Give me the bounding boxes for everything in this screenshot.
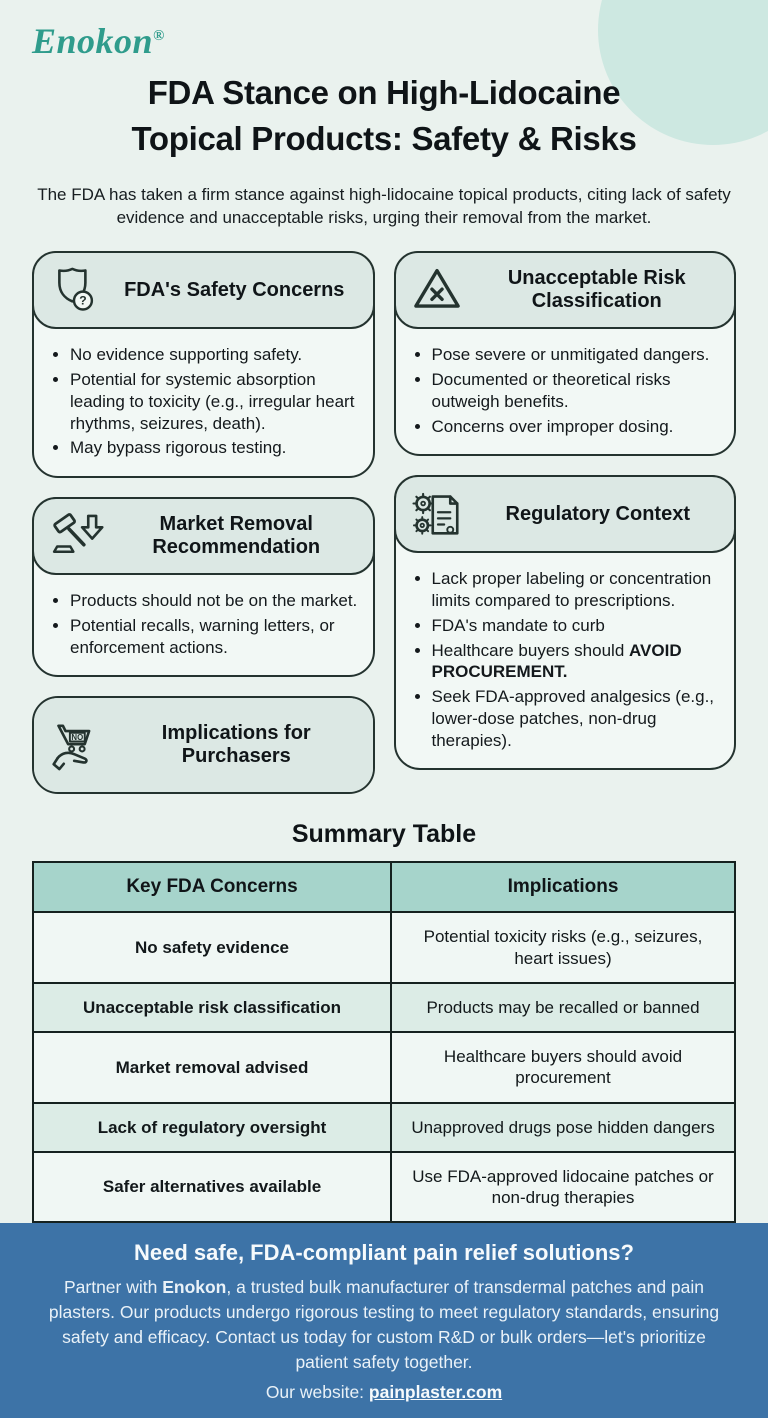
card-bullet-list (46, 344, 359, 459)
card-title: Unacceptable Risk Classification (507, 266, 686, 313)
cards-grid (32, 251, 736, 794)
table-cell-implication: Use FDA-approved lidocaine patches or non-drug therapies (391, 1152, 735, 1223)
card-body (34, 575, 373, 675)
svg-text:?: ? (79, 293, 87, 308)
card-bullet: • Healthcare buyers should AVOID PROCUREMENT. (432, 640, 721, 684)
card-header (34, 698, 373, 792)
card-title: Implications for Purchasers (161, 721, 311, 768)
gavel-down-arrow-icon (48, 508, 104, 564)
card-bullet: • Seek FDA-approved analgesics (e.g., lower-dose patches, non-drug therapies). (432, 686, 721, 751)
card-title: FDA's Safety Concerns (124, 278, 345, 301)
summary-table-body (33, 912, 735, 1222)
card-body (396, 329, 735, 454)
card-bullet: • Lack proper labeling or concentration limits compared to prescriptions. (432, 568, 721, 612)
footer-website-line (30, 1382, 738, 1403)
footer-cta (0, 1223, 768, 1418)
warning-triangle-x-icon (410, 263, 464, 317)
card-implications-for-purchasers (32, 696, 375, 794)
card-bullet: • May bypass rigorous testing. (70, 437, 359, 459)
summary-table (32, 861, 736, 1223)
intro-paragraph: The FDA has taken a firm stance against high-lidocaine topical products, citing lack of safety evidence and unacceptable risks, urging their removal from the market. (37, 185, 731, 227)
cards-column-right (394, 251, 737, 794)
page-title (32, 70, 736, 162)
card-title: Regulatory Context (505, 502, 690, 525)
summary-table-head (33, 862, 735, 912)
footer-body-text: Partner with Enokon, a trusted bulk manufacturer of transdermal patches and pain plasters. Our products undergo rigorous testing to meet regulatory standards, ensuring safety and efficacy. Contact us today for custom R&D or bulk orders—let's prioritize patient safety together. (48, 1277, 720, 1373)
card-regulatory-context (394, 475, 737, 770)
card-fda-safety-concerns (32, 251, 375, 478)
table-row (33, 1152, 735, 1223)
table-cell-implication: Healthcare buyers should avoid procurement (391, 1032, 735, 1103)
card-bullet: • Pose severe or unmitigated dangers. (432, 344, 721, 366)
table-cell-concern: No safety evidence (33, 912, 391, 983)
card-bullet: • No evidence supporting safety. (70, 344, 359, 366)
table-row (33, 1032, 735, 1103)
table-header-cell: Implications (391, 862, 735, 912)
card-bullet: • Potential for systemic absorption leading to toxicity (e.g., irregular heart rhythms, seizures, death). (70, 369, 359, 434)
card-unacceptable-risk-classification (394, 251, 737, 456)
card-bullet: • Concerns over improper dosing. (432, 416, 721, 438)
table-cell-implication: Unapproved drugs pose hidden dangers (391, 1103, 735, 1152)
card-title: Market Removal Recommendation (152, 512, 321, 559)
card-bullet: • Documented or theoretical risks outweigh benefits. (432, 369, 721, 413)
table-header-row (33, 862, 735, 912)
page-title-line1: FDA Stance on High-Lidocaine (147, 74, 621, 111)
card-bullet: • Products should not be on the market. (70, 590, 359, 612)
card-header (394, 251, 737, 329)
registered-mark: ® (153, 28, 165, 44)
table-cell-concern: Market removal advised (33, 1032, 391, 1103)
table-cell-concern: Safer alternatives available (33, 1152, 391, 1223)
gears-document-icon (410, 486, 466, 542)
table-cell-concern: Lack of regulatory oversight (33, 1103, 391, 1152)
card-bullet: • FDA's mandate to curb (432, 615, 721, 637)
table-row (33, 912, 735, 983)
card-bullet: • Potential recalls, warning letters, or enforcement actions. (70, 615, 359, 659)
shield-question-icon (48, 264, 100, 316)
card-header (32, 497, 375, 575)
card-bullet-list (46, 590, 359, 658)
table-cell-implication: Potential toxicity risks (e.g., seizures, heart issues) (391, 912, 735, 983)
card-market-removal-recommendation (32, 497, 375, 677)
card-body (34, 329, 373, 476)
svg-text:NO: NO (71, 733, 84, 743)
card-bullet-list (408, 568, 721, 751)
card-body (396, 553, 735, 768)
card-header (32, 251, 375, 329)
brand-logo (32, 20, 736, 62)
table-row (33, 983, 735, 1032)
footer-website-label: Our website: (265, 1382, 369, 1403)
footer-website-link[interactable]: painplaster.com (368, 1382, 503, 1403)
table-header-cell: Key FDA Concerns (33, 862, 391, 912)
card-bullet-list (408, 344, 721, 437)
brand-name: Enokon (32, 21, 154, 61)
footer-heading: Need safe, FDA-compliant pain relief solutions? (134, 1240, 634, 1266)
summary-table-title: Summary Table (291, 820, 477, 849)
page-title-line2: Topical Products: Safety & Risks (131, 120, 637, 158)
table-cell-implication: Products may be recalled or banned (391, 983, 735, 1032)
cards-column-left (32, 251, 375, 794)
no-cart-hand-icon (48, 717, 104, 773)
table-row (33, 1103, 735, 1152)
table-cell-concern: Unacceptable risk classification (33, 983, 391, 1032)
card-header (394, 475, 737, 553)
